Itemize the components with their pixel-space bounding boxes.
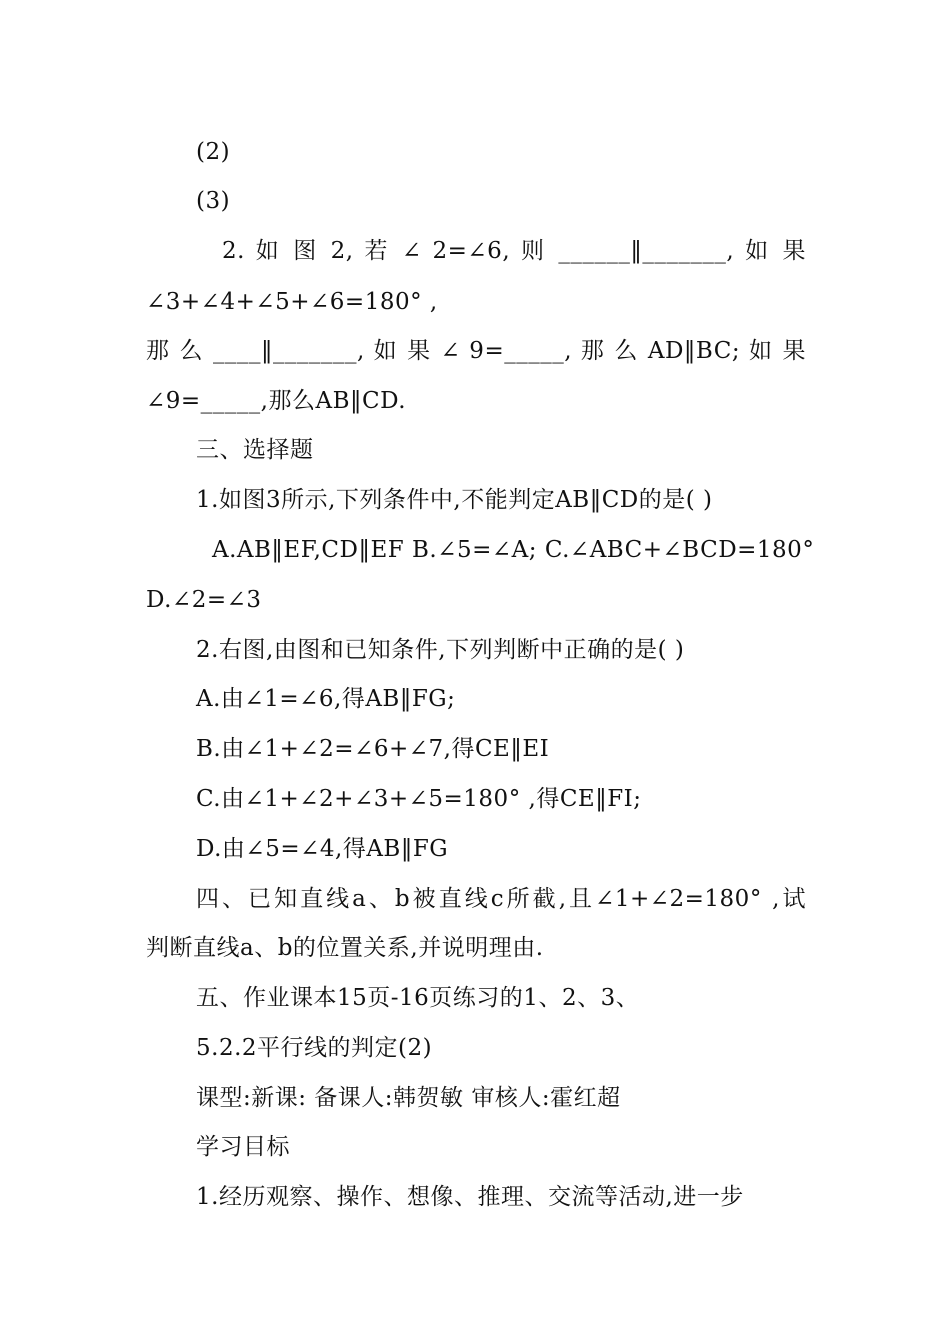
choice-question-2-option-c: C.由∠1+∠2+∠3+∠5=180° ,得CE‖FI; — [196, 786, 642, 812]
choice-question-2-option-d: D.由∠5=∠4,得AB‖FG — [196, 836, 449, 862]
fill-question-2-line-4: ∠9=_____,那么AB‖CD. — [146, 388, 407, 414]
choice-question-1-options: A.AB‖EF,CD‖EF B.∠5=∠A; C.∠ABC+∠BCD=180° — [212, 537, 815, 563]
line-item-2: (2) — [196, 139, 231, 165]
learning-goals-heading: 学习目标 — [196, 1134, 290, 1160]
choice-question-1: 1.如图3所示,下列条件中,不能判定AB‖CD的是( ) — [196, 487, 713, 513]
lesson-title: 5.2.2平行线的判定(2) — [196, 1035, 433, 1061]
section-five-homework: 五、作业课本15页-16页练习的1、2、3、 — [196, 985, 640, 1011]
fill-question-2-line-1: 2. 如 图 2, 若 ∠ 2=∠6, 则 ______‖_______, 如 果 — [222, 238, 806, 264]
fill-question-2-line-3: 那 么 ____‖_______, 如 果 ∠ 9=_____, 那 么 AD‖BC; 如 果 — [146, 338, 806, 364]
line-item-3: (3) — [196, 188, 231, 214]
section-four-line-2: 判断直线a、b的位置关系,并说明理由. — [146, 935, 544, 961]
choice-question-2-option-b: B.由∠1+∠2=∠6+∠7,得CE‖EI — [196, 736, 550, 762]
lesson-info: 课型:新课: 备课人:韩贺敏 审核人:霍红超 — [196, 1085, 621, 1111]
choice-question-2: 2.右图,由图和已知条件,下列判断中正确的是( ) — [196, 637, 685, 663]
section-heading-choice: 三、选择题 — [196, 437, 314, 463]
section-four-line-1: 四、已知直线a、b被直线c所截,且∠1+∠2=180° ,试 — [196, 886, 806, 912]
fill-question-2-line-2: ∠3+∠4+∠5+∠6=180° , — [146, 289, 438, 315]
choice-question-2-option-a: A.由∠1=∠6,得AB‖FG; — [196, 686, 456, 712]
choice-question-1-option-d: D.∠2=∠3 — [146, 587, 262, 613]
learning-goal-1: 1.经历观察、操作、想像、推理、交流等活动,进一步 — [196, 1184, 744, 1210]
